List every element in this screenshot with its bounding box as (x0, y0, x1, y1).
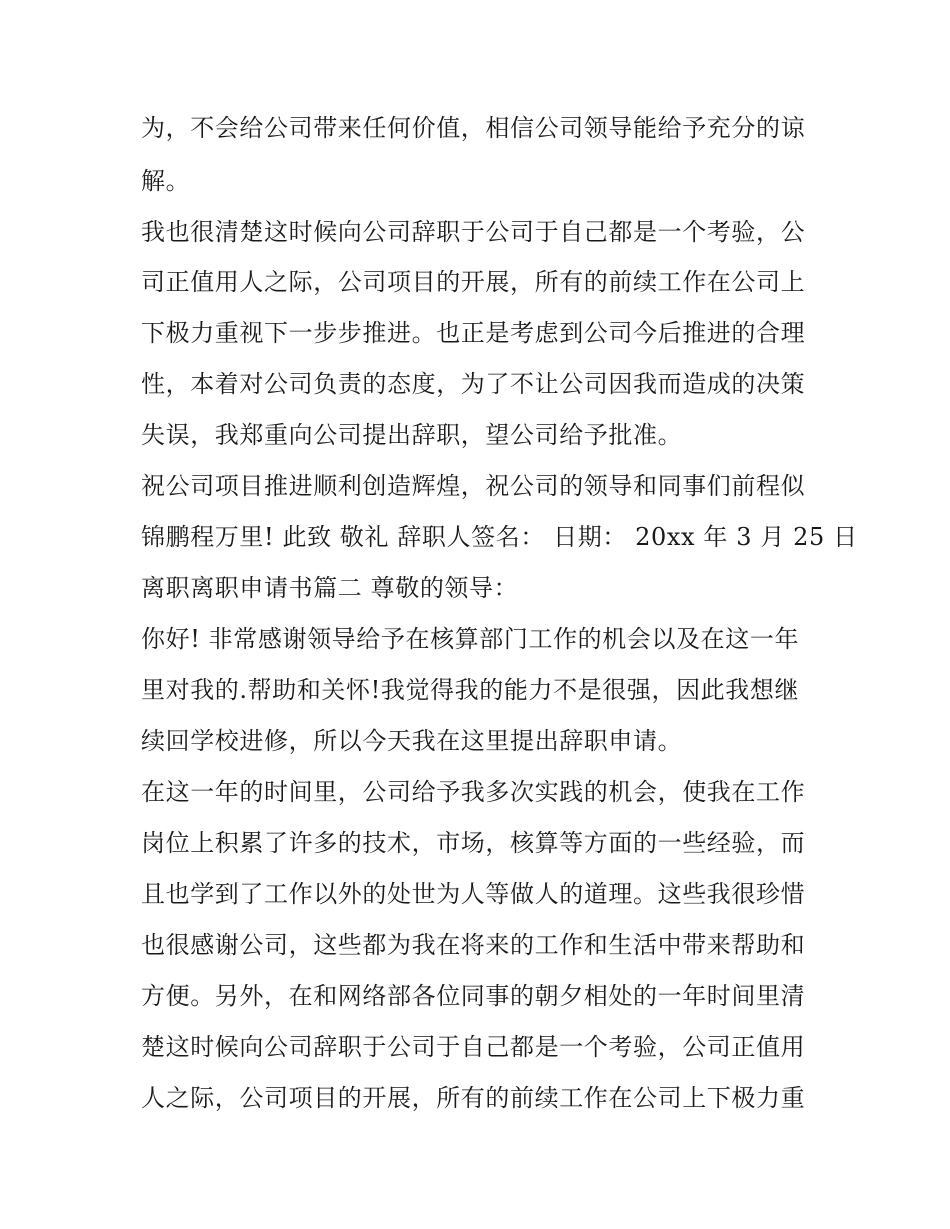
text-line: 楚这时候向公司辞职于公司于自己都是一个考验，公司正值用 (141, 1033, 806, 1061)
text-line: 解。 (141, 167, 191, 195)
text-line: 也很感谢公司，这些都为我在将来的工作和生活中带来帮助和 (141, 931, 806, 959)
text-line: 我也很清楚这时候向公司辞职于公司于自己都是一个考验，公 (141, 218, 806, 246)
text-line: 离职离职申请书篇二 尊敬的领导： (141, 574, 519, 602)
text-line: 锦鹏程万里! 此致 敬礼 辞职人签名： 日期： 20xx 年 3 月 25 日 (141, 523, 858, 551)
text-line: 为，不会给公司带来任何价值，相信公司领导能给予充分的谅 (141, 114, 806, 142)
text-line: 祝公司项目推进顺利创造辉煌，祝公司的领导和同事们前程似 (141, 472, 806, 500)
text-line: 且也学到了工作以外的处世为人等做人的道理。这些我很珍惜 (141, 880, 806, 908)
text-line: 司正值用人之际，公司项目的开展，所有的前续工作在公司上 (141, 268, 806, 296)
text-line: 性，本着对公司负责的态度，为了不让公司因我而造成的决策 (141, 370, 806, 398)
text-line: 你好! 非常感谢领导给予在核算部门工作的机会以及在这一年 (141, 625, 800, 653)
text-line: 失误，我郑重向公司提出辞职，望公司给予批准。 (141, 421, 683, 449)
text-line: 里对我的.帮助和关怀!我觉得我的能力不是很强，因此我想继 (141, 676, 800, 704)
text-line: 续回学校进修，所以今天我在这里提出辞职申请。 (141, 727, 683, 755)
text-line: 下极力重视下一步步推进。也正是考虑到公司今后推进的合理 (141, 319, 806, 347)
text-line: 在这一年的时间里，公司给予我多次实践的机会，使我在工作 (141, 778, 806, 806)
text-line: 方便。另外，在和网络部各位同事的朝夕相处的一年时间里清 (141, 982, 806, 1010)
text-line: 人之际，公司项目的开展，所有的前续工作在公司上下极力重 (141, 1084, 806, 1112)
text-line: 岗位上积累了许多的技术，市场，核算等方面的一些经验，而 (141, 829, 806, 857)
